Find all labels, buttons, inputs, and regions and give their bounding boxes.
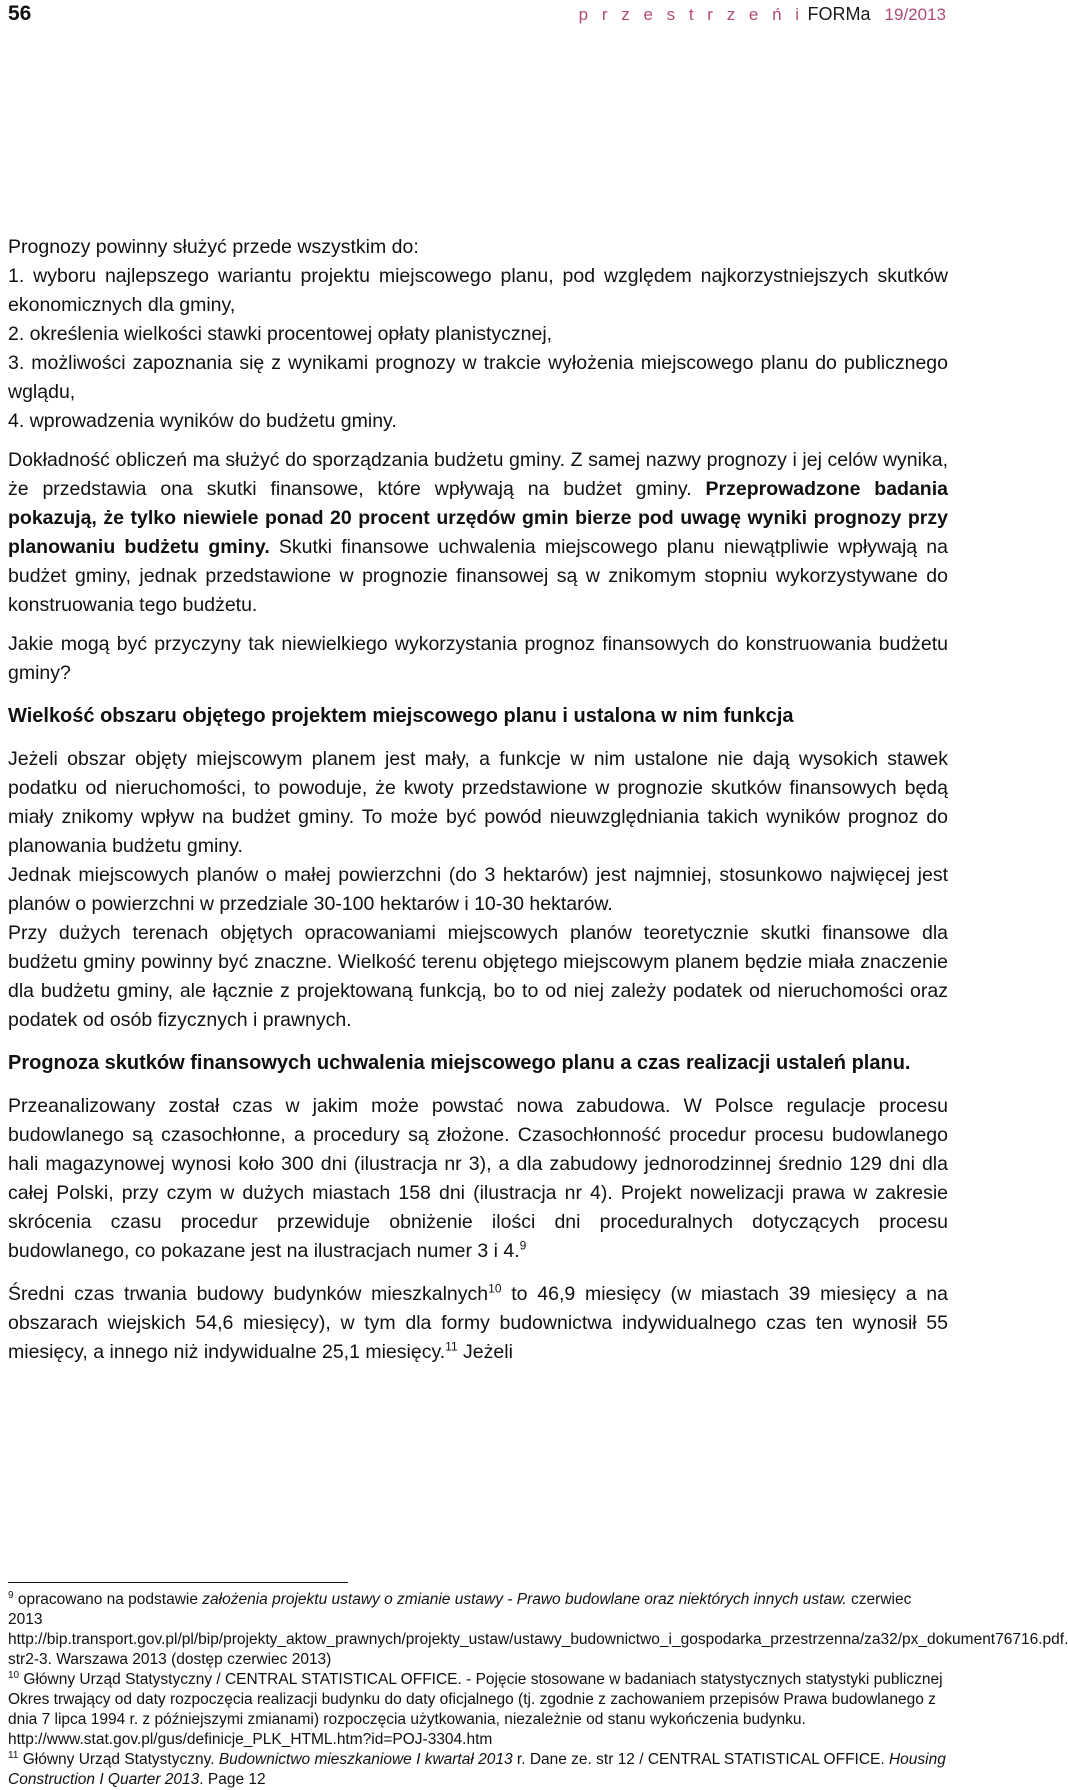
paragraph bbox=[8, 1280, 948, 1367]
paragraph-text: Skutki finansowe uchwalenia miejscowego planu niewątpliwie wpływają na budżet gminy, jednak przedstawione w prognozie finansowej są w znikomym stopniu wykorzystywane do konstruowania tego budżetu. bbox=[8, 536, 948, 616]
bold-finding: Przeprowadzone badania pokazują, że tylko niewiele ponad 20 procent urzędów gmin bierze pod uwagę wyniki prognozy przy planowaniu budżetu gminy. bbox=[8, 478, 948, 558]
paragraph-text: Jeżeli bbox=[457, 1341, 513, 1363]
footnote-text: r. Dane ze. str 12 / CENTRAL STATISTICAL OFFICE. bbox=[512, 1751, 889, 1768]
list-intro: Prognozy powinny służyć przede wszystkim do: bbox=[8, 236, 419, 258]
footnote-10 bbox=[8, 1670, 948, 1730]
paragraph: Przy dużych terenach objętych opracowaniami miejscowych planów teoretycznie skutki finansowe dla budżetu gminy powinny być znaczne. Wielkość terenu objętego miejscowym planem będzie miała znaczenie dla budżetu gminy, ale łącznie z projektowaną funkcją, bo to od niej zależy podatek od nieruchomości oraz podatek od osób fizycznych i prawnych. bbox=[8, 922, 948, 1031]
paragraph-text: Dokładność obliczeń ma służyć do sporządzania budżetu gminy. Z samej nazwy prognozy i jej celów wynika, że przedstawia ona skutki finansowe, które wpływają na budżet gminy. bbox=[8, 449, 948, 500]
paragraph-text: to 46,9 miesięcy (w miastach 39 miesięcy a na obszarach wiejskich 54,6 miesięcy), w tym dla formy budownictwa indywidualnego czas ten wynosił 55 miesięcy, a innego niż indywidualne 25,1 miesięcy. bbox=[8, 1283, 948, 1363]
footnote-title: Housing Construction I Quarter 2013 bbox=[8, 1751, 946, 1788]
list-item: 4. wprowadzenia wyników do budżetu gminy. bbox=[8, 410, 397, 432]
footnote-text: opracowano na podstawie bbox=[13, 1591, 203, 1608]
footnote-url[interactable]: http://bip.transport.gov.pl/pl/bip/projekty_aktow_prawnych/projekty_ustaw/ustawy_budownictwo_i_gospodarka_przestrzenna/za32/px_dokument76716.pdf. str2-3. Warszawa 2013 (dostęp czerwiec 2013) bbox=[8, 1631, 1068, 1668]
paragraph-text: Średni czas trwania budowy budynków mieszkalnych bbox=[8, 1283, 489, 1305]
footnote-title: założenia projektu ustawy o zmianie ustawy - Prawo budowlane oraz niektórych innych ustaw. bbox=[202, 1591, 847, 1608]
section-heading: Wielkość obszaru objętego projektem miejscowego planu i ustalona w nim funkcja bbox=[8, 705, 794, 727]
footnote-ref[interactable]: 9 bbox=[519, 1238, 527, 1253]
footnote-text: Główny Urząd Statystyczny / CENTRAL STATISTICAL OFFICE. - Pojęcie stosowane w badaniach statystycznych statystyki publicznej Okres trwający od daty rozpoczęcia realizacji budynku do daty oficjalnego (tj. zgodnie z zachowaniem przepisów Prawa budowlanego z dnia 7 lipca 1994 r. z późniejszymi zmianami) rozpoczęcia użytkowania, niezależnie od stanu wykończenia budynku. bbox=[8, 1671, 943, 1728]
footnote-title: Budownictwo mieszkaniowe I kwartał 2013 bbox=[218, 1751, 513, 1768]
footnote-number: 9 bbox=[8, 1589, 14, 1601]
footnote-11 bbox=[8, 1750, 948, 1790]
footnote-number: 10 bbox=[8, 1669, 20, 1681]
page-number: 56 bbox=[8, 2, 32, 25]
footnote-number: 11 bbox=[8, 1749, 19, 1761]
footnote-text: Główny Urząd Statystyczny. bbox=[18, 1751, 219, 1768]
page-header bbox=[0, 0, 960, 40]
paragraph bbox=[8, 446, 948, 620]
footnote-text: czerwiec 2013 bbox=[8, 1591, 912, 1628]
question-paragraph: Jakie mogą być przyczyny tak niewielkiego wykorzystania prognoz finansowych do konstruowania budżetu gminy? bbox=[8, 633, 948, 684]
footnote-ref[interactable]: 11 bbox=[445, 1339, 458, 1354]
paragraph-text: Przeanalizowany został czas w jakim może powstać nowa zabudowa. W Polsce regulacje procesu budowlanego są czasochłonne, a procedury są złożone. Czasochłonność procedur procesu budowlanego hali magazynowej wynosi koło 300 dni (ilustracja nr 3), a dla zabudowy jednorodzinnej średnio 129 dni dla całej Polski, przy czym w dużych miastach 158 dni (ilustracja nr 4). Projekt nowelizacji prawa w zakresie skrócenia czasu procedur przewiduje obniżenie ilości dni proceduralnych dotyczących procesu budowlanego, co pokazane jest na ilustracjach numer 3 i 4. bbox=[8, 1095, 948, 1262]
article-body bbox=[8, 233, 948, 1367]
footnotes bbox=[8, 1589, 1068, 1790]
footnote-9 bbox=[8, 1590, 948, 1630]
footnote-url[interactable]: http://www.stat.gov.pl/gus/definicje_PLK_HTML.htm?id=POJ-3304.htm bbox=[8, 1731, 493, 1748]
journal-title-forma: FORMa bbox=[807, 4, 871, 24]
issue-number: 19/2013 bbox=[884, 5, 946, 24]
footnote-text: . Page 12 bbox=[199, 1771, 266, 1788]
paragraph bbox=[8, 1092, 948, 1266]
list-item: 3. możliwości zapoznania się z wynikami prognozy w trakcie wyłożenia miejscowego planu do publicznego wglądu, bbox=[8, 352, 948, 403]
section-heading: Prognoza skutków finansowych uchwalenia miejscowego planu a czas realizacji ustaleń planu. bbox=[8, 1052, 911, 1074]
footnote-divider bbox=[8, 1582, 348, 1583]
footnote-ref[interactable]: 10 bbox=[488, 1281, 502, 1296]
paragraph: Jednak miejscowych planów o małej powierzchni (do 3 hektarów) jest najmniej, stosunkowo najwięcej jest planów o powierzchni w przedziale 30-100 hektarów i 10-30 hektarów. bbox=[8, 864, 948, 915]
list-item: 1. wyboru najlepszego wariantu projektu miejscowego planu, pod względem najkorzystniejszych skutków ekonomicznych dla gminy, bbox=[8, 265, 948, 316]
paragraph: Jeżeli obszar objęty miejscowym planem jest mały, a funkcje w nim ustalone nie dają wysokich stawek podatku od nieruchomości, to powoduje, że kwoty przedstawione w prognozie skutków finansowych będą miały znikomy wpływ na budżet gminy. To może być powód nieuwzględniania takich wyników prognoz do planowania budżetu gminy. bbox=[8, 748, 948, 857]
running-head bbox=[579, 4, 946, 25]
list-item: 2. określenia wielkości stawki procentowej opłaty planistycznej, bbox=[8, 323, 553, 345]
journal-title: p r z e s t r z e ń i bbox=[578, 5, 804, 24]
